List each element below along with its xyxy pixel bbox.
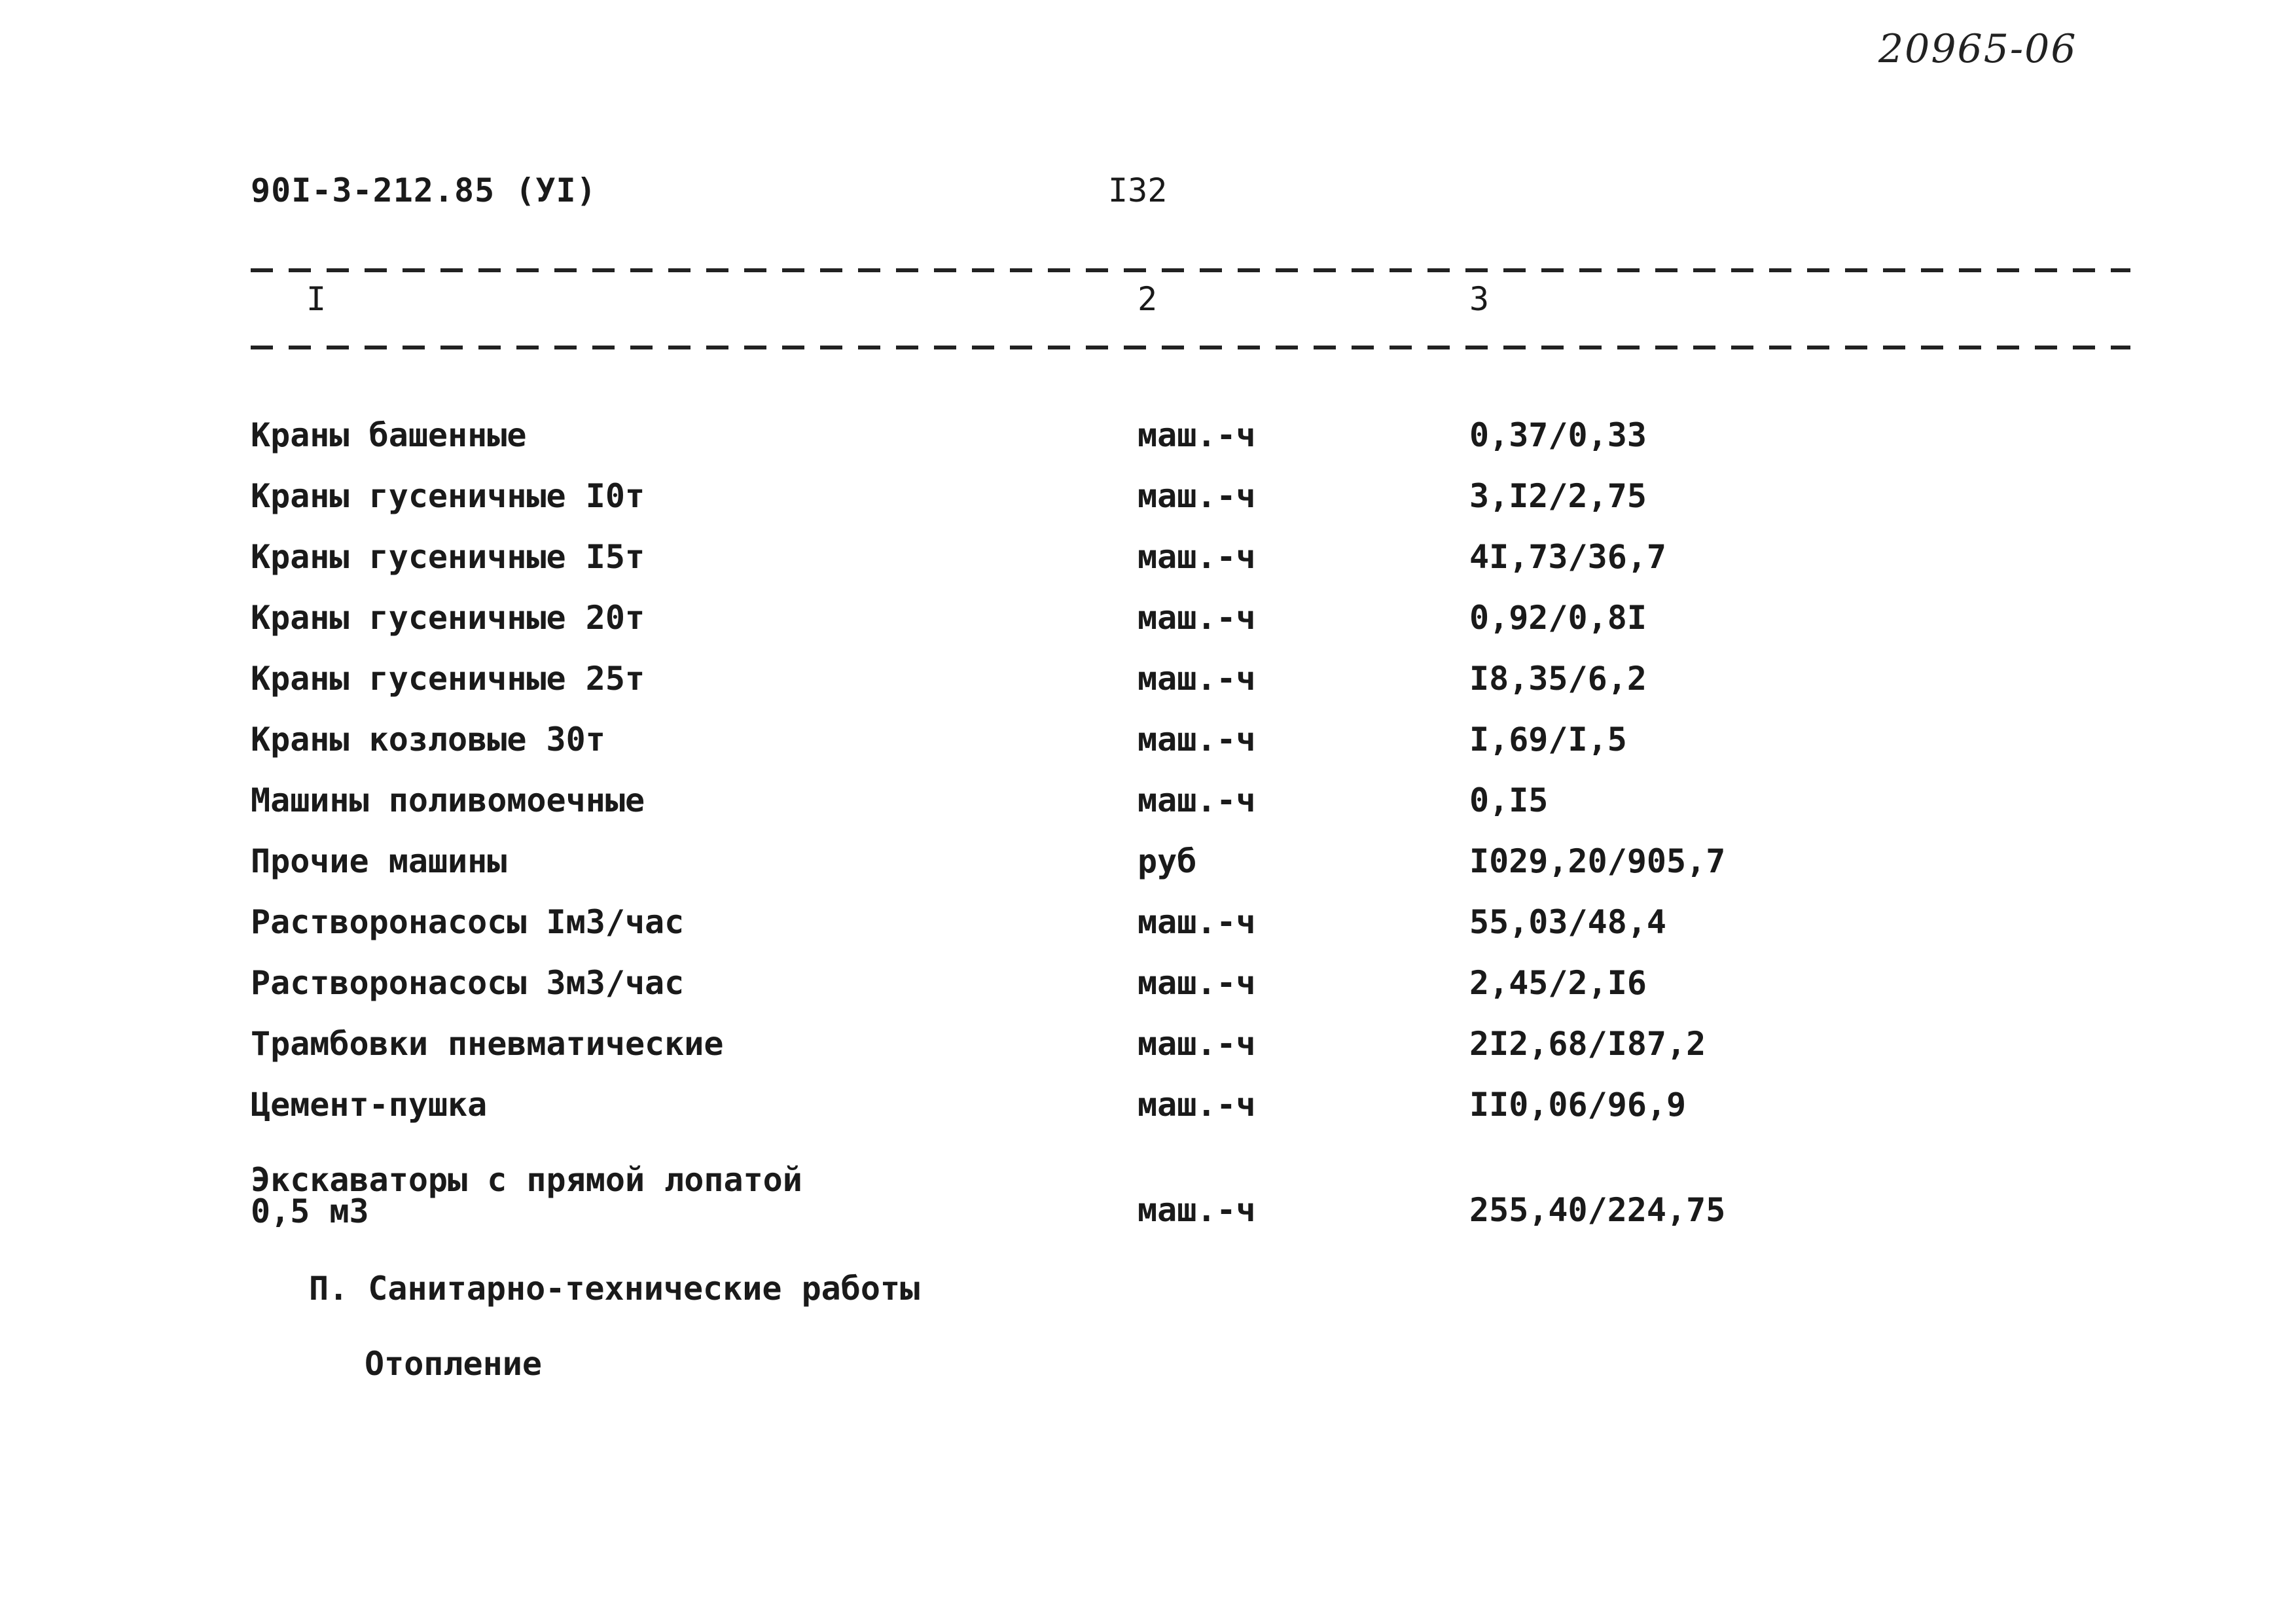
row-name: Трамбовки пневматические xyxy=(251,1025,724,1063)
row-value: 0,37/0,33 xyxy=(1469,416,1647,454)
row-value: I,69/I,5 xyxy=(1469,721,1627,758)
row-value: I8,35/6,2 xyxy=(1469,660,1647,698)
row-unit: маш.-ч xyxy=(1138,416,1256,454)
row-unit: маш.-ч xyxy=(1138,721,1256,758)
table-row xyxy=(0,1026,2296,1072)
row-value: II0,06/96,9 xyxy=(1469,1086,1687,1124)
table-row xyxy=(0,1087,2296,1133)
subsection-title: Отопление xyxy=(365,1345,542,1383)
table-header-rule xyxy=(251,346,2130,349)
row-value: 2,45/2,I6 xyxy=(1469,964,1647,1002)
row-name xyxy=(251,1161,802,1230)
row-value: I029,20/905,7 xyxy=(1469,842,1726,880)
row-unit: маш.-ч xyxy=(1138,538,1256,576)
document-code: 90I-3-212.85 (УI) xyxy=(251,171,597,209)
row-value: 3,I2/2,75 xyxy=(1469,477,1647,515)
table-row xyxy=(0,539,2296,585)
table-row xyxy=(0,722,2296,768)
row-unit: маш.-ч xyxy=(1138,660,1256,698)
column-header-1: I xyxy=(306,280,327,318)
row-unit: маш.-ч xyxy=(1138,964,1256,1002)
row-name-line-2: 0,5 м3 xyxy=(251,1192,369,1230)
table-row xyxy=(0,783,2296,829)
table-row xyxy=(0,478,2296,524)
row-name: Краны гусеничные 25т xyxy=(251,660,645,698)
row-name: Прочие машины xyxy=(251,842,507,880)
column-header-2: 2 xyxy=(1138,280,1158,318)
row-name: Краны козловые 30т xyxy=(251,721,605,758)
row-name: Краны башенные xyxy=(251,416,527,454)
table-top-rule xyxy=(251,268,2130,272)
table-row xyxy=(0,904,2296,950)
row-unit: маш.-ч xyxy=(1138,1086,1256,1124)
row-name: Машины поливомоечные xyxy=(251,781,645,819)
row-unit: маш.-ч xyxy=(1138,1191,1256,1229)
row-value: 55,03/48,4 xyxy=(1469,903,1667,941)
column-header-3: 3 xyxy=(1469,280,1490,318)
row-value: 0,92/0,8I xyxy=(1469,599,1647,637)
handwritten-number: 20965-06 xyxy=(1878,26,2077,72)
row-unit: руб xyxy=(1138,842,1197,880)
table-row xyxy=(0,965,2296,1011)
section-title: П. Санитарно-технические работы xyxy=(309,1270,920,1308)
row-name-line-1: Экскаваторы с прямой лопатой xyxy=(251,1161,802,1199)
row-name: Краны гусеничные I5т xyxy=(251,538,645,576)
row-name: Цемент-пушка xyxy=(251,1086,488,1124)
table-row xyxy=(0,600,2296,646)
row-value: 0,I5 xyxy=(1469,781,1549,819)
row-value: 4I,73/36,7 xyxy=(1469,538,1667,576)
page-number: I32 xyxy=(1108,171,1168,209)
row-name: Краны гусеничные I0т xyxy=(251,477,645,515)
row-unit: маш.-ч xyxy=(1138,781,1256,819)
row-value: 255,40/224,75 xyxy=(1469,1191,1726,1229)
row-value: 2I2,68/I87,2 xyxy=(1469,1025,1706,1063)
row-name: Краны гусеничные 20т xyxy=(251,599,645,637)
table-row xyxy=(0,1161,2296,1243)
row-unit: маш.-ч xyxy=(1138,599,1256,637)
row-name: Растворонасосы 3м3/час xyxy=(251,964,685,1002)
row-unit: маш.-ч xyxy=(1138,903,1256,941)
table-row xyxy=(0,844,2296,889)
row-name: Растворонасосы Iм3/час xyxy=(251,903,685,941)
row-unit: маш.-ч xyxy=(1138,1025,1256,1063)
row-unit: маш.-ч xyxy=(1138,477,1256,515)
table-row xyxy=(0,418,2296,463)
table-row xyxy=(0,661,2296,707)
